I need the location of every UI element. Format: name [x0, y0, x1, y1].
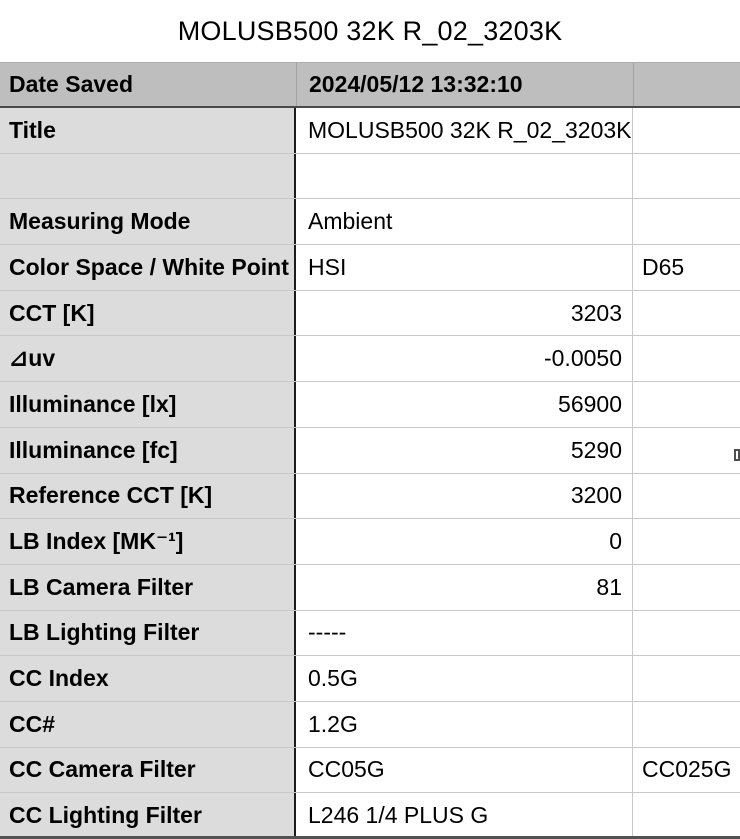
row-value: 56900: [296, 382, 633, 427]
row-extra: [633, 793, 740, 838]
table-row-reference-cct: [0, 474, 740, 520]
row-label: CC Lighting Filter: [0, 793, 296, 838]
row-label: LB Index [MK⁻¹]: [0, 519, 296, 564]
table-row-lb-index: [0, 519, 740, 565]
row-value: 0: [296, 519, 633, 564]
row-extra: [633, 336, 740, 381]
row-extra: [633, 108, 740, 153]
table-row-title: [0, 108, 740, 154]
row-label: CC Camera Filter: [0, 748, 296, 793]
row-extra-white-point: D65: [642, 253, 685, 280]
row-value: Ambient: [296, 199, 633, 244]
row-value: MOLUSB500 32K R_02_3203K: [296, 108, 633, 153]
row-extra: [633, 428, 740, 473]
row-label: Reference CCT [K]: [0, 474, 296, 519]
table-row-measuring-mode: [0, 199, 740, 245]
row-extra-cc-camera-filter-2: CC025G: [642, 756, 732, 783]
table-row-cc-lighting-filter: [0, 793, 740, 839]
row-value: CC05G: [296, 748, 633, 793]
table-row-lb-lighting-filter: [0, 611, 740, 657]
clipped-character-fragment: [734, 449, 740, 461]
row-value: L246 1/4 PLUS G: [296, 793, 633, 838]
table-row-cct: [0, 291, 740, 337]
row-extra: [633, 519, 740, 564]
row-value: [296, 154, 633, 199]
row-extra: [633, 565, 740, 610]
row-label: Color Space / White Point: [0, 245, 296, 290]
row-value: -0.0050: [296, 336, 633, 381]
row-value: 5290: [296, 428, 633, 473]
table-row-cc-number: [0, 702, 740, 748]
table-row-empty: [0, 154, 740, 200]
row-label: Illuminance [lx]: [0, 382, 296, 427]
row-extra: [633, 702, 740, 747]
row-extra: [633, 611, 740, 656]
row-extra: [633, 291, 740, 336]
header-extra-cell: [634, 63, 740, 106]
row-value: -----: [296, 611, 633, 656]
row-extra: [633, 382, 740, 427]
table-row-illuminance-fc: [0, 428, 740, 474]
row-value: 0.5G: [296, 656, 633, 701]
row-value: 81: [296, 565, 633, 610]
row-value: 3203: [296, 291, 633, 336]
header-value-timestamp: 2024/05/12 13:32:10: [297, 63, 634, 106]
row-label: Title: [0, 108, 296, 153]
row-extra: [633, 474, 740, 519]
row-label: LB Lighting Filter: [0, 611, 296, 656]
row-label: CCT [K]: [0, 291, 296, 336]
table-row-cc-index: [0, 656, 740, 702]
measurement-table: [0, 62, 740, 839]
header-label-date-saved: Date Saved: [0, 63, 297, 106]
table-header-row: [0, 62, 740, 108]
row-extra: [633, 199, 740, 244]
table-row-delta-uv: [0, 336, 740, 382]
row-label: ⊿uv: [0, 336, 296, 381]
row-label: LB Camera Filter: [0, 565, 296, 610]
table-row-cc-camera-filter: [0, 748, 740, 794]
row-extra: [633, 154, 740, 199]
row-label: CC Index: [0, 656, 296, 701]
document-title-bar: [0, 0, 740, 62]
row-label: [0, 154, 296, 199]
page-title: MOLUSB500 32K R_02_3203K: [177, 15, 563, 46]
row-value: 3200: [296, 474, 633, 519]
table-row-lb-camera-filter: [0, 565, 740, 611]
row-value: HSI: [296, 245, 633, 290]
table-row-illuminance-lx: [0, 382, 740, 428]
row-label: Illuminance [fc]: [0, 428, 296, 473]
table-row-color-space: [0, 245, 740, 291]
row-label: CC#: [0, 702, 296, 747]
row-value: 1.2G: [296, 702, 633, 747]
row-extra: [633, 656, 740, 701]
row-label: Measuring Mode: [0, 199, 296, 244]
